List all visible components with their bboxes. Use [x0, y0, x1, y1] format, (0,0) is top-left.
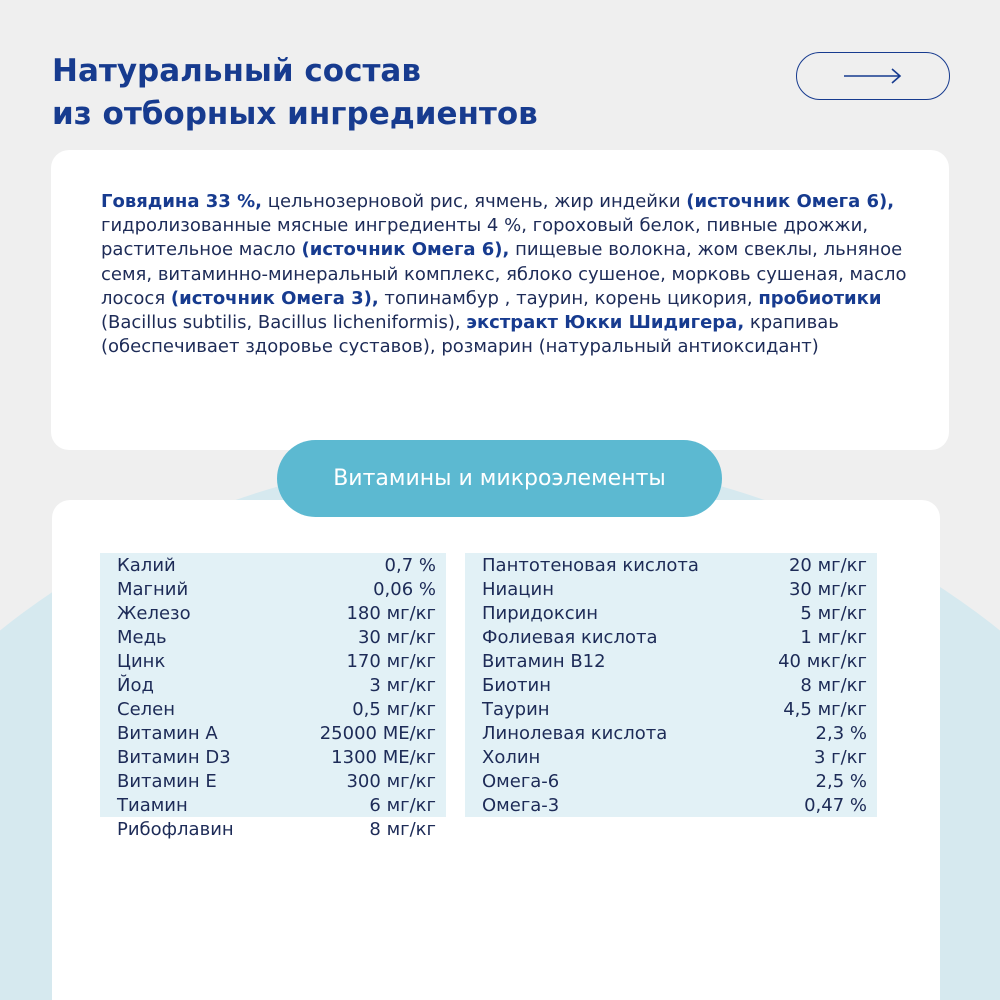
nutrient-name: Линолевая кислота [482, 722, 668, 744]
table-row [465, 697, 877, 721]
table-row [100, 625, 446, 649]
ingredient-highlight: экстракт Юкки Шидигера, [466, 312, 745, 334]
table-row [100, 721, 446, 745]
nutrient-value: 0,5 мг/кг [352, 698, 436, 720]
nutrient-value: 1 мг/кг [800, 626, 867, 648]
nutrient-value: 2,5 % [815, 770, 867, 792]
title-line-1: Натуральный состав [52, 53, 421, 89]
nutrient-name: Рибофлавин [117, 818, 234, 840]
table-row [465, 601, 877, 625]
nutrient-name: Магний [117, 578, 189, 600]
nutrient-name: Витамин Е [117, 770, 217, 792]
nutrient-value: 0,47 % [804, 794, 867, 816]
ingredients-text [101, 190, 911, 359]
arrow-right-icon [842, 67, 904, 85]
vitamins-heading-pill: Витамины и микроэлементы [277, 440, 722, 517]
nutrient-name: Медь [117, 626, 167, 648]
nutrient-value: 0,06 % [373, 578, 436, 600]
nutrient-name: Омега-6 [482, 770, 560, 792]
ingredient-highlight: (источник Омега 6), [301, 239, 510, 261]
title-line-2: из отборных ингредиентов [52, 96, 538, 132]
nutrient-value: 30 мг/кг [788, 578, 867, 600]
table-row [465, 745, 877, 769]
nutrient-value: 6 мг/кг [369, 794, 436, 816]
table-row [100, 817, 446, 841]
ingredient-text: гидролизованные мясные ингредиенты 4 %, гороховый белок, пивные дрожжи, растительное масло [101, 215, 869, 261]
nutrient-name: Биотин [482, 674, 552, 696]
nutrient-name: Ниацин [482, 578, 554, 600]
nutrient-name: Витамин В12 [482, 650, 606, 672]
table-row [100, 769, 446, 793]
nutrient-value: 3 г/кг [813, 746, 867, 768]
table-row [100, 649, 446, 673]
nutrient-value: 180 мг/кг [346, 602, 436, 624]
nutrient-value: 3 мг/кг [369, 674, 436, 696]
table-row [465, 577, 877, 601]
nutrient-value: 20 мг/кг [788, 554, 867, 576]
nutrient-value: 8 мг/кг [369, 818, 436, 840]
table-row [465, 769, 877, 793]
vitamins-table-right [465, 553, 877, 817]
ingredient-highlight: (источник Омега 3), [170, 287, 379, 309]
nutrient-value: 4,5 мг/кг [783, 698, 867, 720]
ingredient-highlight: (источник Омега 6), [686, 191, 895, 212]
ingredient-highlight: Говядина 33 %, [101, 191, 262, 212]
nutrient-name: Витамин D3 [117, 746, 231, 768]
table-row [465, 553, 877, 577]
table-row [100, 577, 446, 601]
nutrient-name: Витамин А [117, 722, 218, 744]
nutrient-name: Тиамин [117, 794, 188, 816]
next-button[interactable] [796, 52, 950, 100]
nutrient-name: Йод [117, 674, 154, 696]
nutrient-name: Пантотеновая кислота [482, 554, 699, 576]
nutrient-value: 5 мг/кг [800, 602, 867, 624]
nutrient-name: Фолиевая кислота [482, 626, 658, 648]
nutrient-name: Селен [117, 698, 175, 720]
table-row [100, 673, 446, 697]
table-row [100, 601, 446, 625]
nutrient-value: 2,3 % [815, 722, 867, 744]
ingredient-text: (Bacillus subtilis, Bacillus licheniformis), [101, 312, 467, 334]
table-row [100, 553, 446, 577]
nutrient-name: Омега-3 [482, 794, 560, 816]
nutrient-name: Калий [117, 554, 176, 576]
nutrient-name: Пиридоксин [482, 602, 599, 624]
ingredient-highlight: пробиотики [758, 287, 882, 309]
nutrient-name: Железо [117, 602, 191, 624]
ingredients-card [51, 150, 949, 450]
nutrient-value: 40 мкг/кг [778, 650, 867, 672]
page-title [52, 50, 538, 136]
nutrient-name: Таурин [482, 698, 550, 720]
table-row [100, 745, 446, 769]
table-row [465, 649, 877, 673]
table-row [465, 793, 877, 817]
nutrient-name: Цинк [117, 650, 166, 672]
ingredient-text: крапиваь (обеспечивает здоровье суставов), розмарин (натуральный антиоксидант) [101, 312, 839, 358]
table-row [465, 673, 877, 697]
ingredient-text: топинамбур , таурин, корень цикория, [378, 287, 759, 309]
nutrient-value: 170 мг/кг [346, 650, 436, 672]
table-row [465, 625, 877, 649]
nutrient-value: 1300 МЕ/кг [331, 746, 436, 768]
ingredient-text: пищевые волокна, жом свеклы, льняное семя, витаминно-минеральный комплекс, яблоко сушеное, морковь сушеная, масло лосося [101, 239, 907, 309]
nutrient-value: 300 мг/кг [346, 770, 436, 792]
table-row [465, 721, 877, 745]
table-row [100, 697, 446, 721]
nutrient-value: 0,7 % [384, 554, 436, 576]
nutrient-value: 8 мг/кг [800, 674, 867, 696]
table-row [100, 793, 446, 817]
nutrient-value: 30 мг/кг [357, 626, 436, 648]
nutrient-name: Холин [482, 746, 541, 768]
vitamins-table-left [100, 553, 446, 841]
nutrient-value: 25000 МЕ/кг [319, 722, 436, 744]
ingredient-text: цельнозерновой рис, ячмень, жир индейки [261, 191, 687, 212]
